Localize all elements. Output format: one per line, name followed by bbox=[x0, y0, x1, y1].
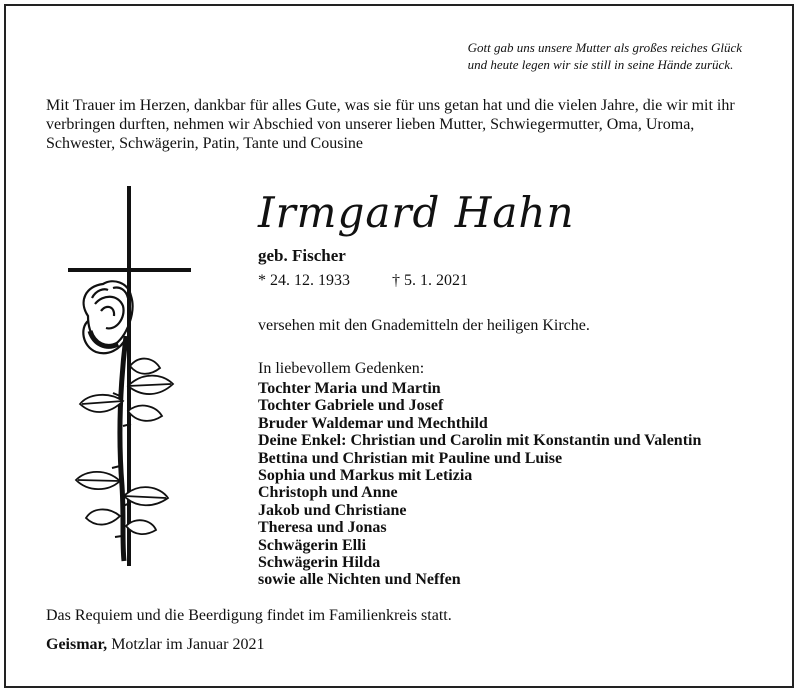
memory-heading: In liebevollem Gedenken: bbox=[258, 360, 425, 377]
birth-date: * 24. 12. 1933 bbox=[258, 272, 350, 289]
life-dates bbox=[258, 272, 468, 290]
place-rest: Motzlar im Januar 2021 bbox=[107, 636, 265, 653]
mourner-item: Christoph und Anne bbox=[258, 484, 398, 502]
mourner-item: Sophia und Markus mit Letizia bbox=[258, 467, 473, 485]
mourner-item: Bettina und Christian mit Pauline und Luise bbox=[258, 449, 563, 467]
funeral-notice: Das Requiem und die Beerdigung findet im Familienkreis statt. bbox=[46, 607, 452, 624]
place-town: Geismar, bbox=[46, 636, 108, 653]
cross-with-rose-icon bbox=[68, 186, 192, 568]
mourners-list bbox=[258, 380, 701, 589]
motto-verse bbox=[468, 39, 742, 73]
motto-line-2: und heute legen wir sie still in seine Hände zurück. bbox=[467, 57, 734, 72]
intro-text: Mit Trauer im Herzen, dankbar für alles Gute, was sie für uns getan hat und die vielen Jahre, die wir mit ihr verbringen durften, nehmen wir Abschied von unserer lieben Mutter, Schwiegermutter, Oma, Uroma, Schwester, Schwägerin, Patin, Tante und Cousine bbox=[46, 97, 735, 152]
motto-line-1: Gott gab uns unsere Mutter als großes reiches Glück bbox=[467, 40, 742, 55]
mourner-item: Jakob und Christiane bbox=[258, 501, 407, 519]
deceased-name: Irmgard Hahn bbox=[258, 188, 575, 237]
mourner-item: Tochter Maria und Martin bbox=[258, 380, 441, 397]
mourner-item: sowie alle Nichten und Neffen bbox=[258, 571, 461, 589]
mourner-item: Deine Enkel: Christian und Carolin mit Konstantin und Valentin bbox=[258, 432, 702, 450]
blessing-text: versehen mit den Gnademitteln der heiligen Kirche. bbox=[258, 317, 590, 334]
mourner-item: Bruder Waldemar und Mechthild bbox=[258, 414, 488, 432]
mourner-item: Schwägerin Elli bbox=[258, 536, 367, 554]
mourner-item: Theresa und Jonas bbox=[258, 519, 387, 537]
place-and-date bbox=[46, 636, 264, 654]
mourner-item: Tochter Gabriele und Josef bbox=[258, 397, 444, 415]
birth-name: geb. Fischer bbox=[258, 246, 346, 265]
death-date: † 5. 1. 2021 bbox=[392, 272, 468, 289]
mourner-item: Schwägerin Hilda bbox=[258, 554, 381, 572]
